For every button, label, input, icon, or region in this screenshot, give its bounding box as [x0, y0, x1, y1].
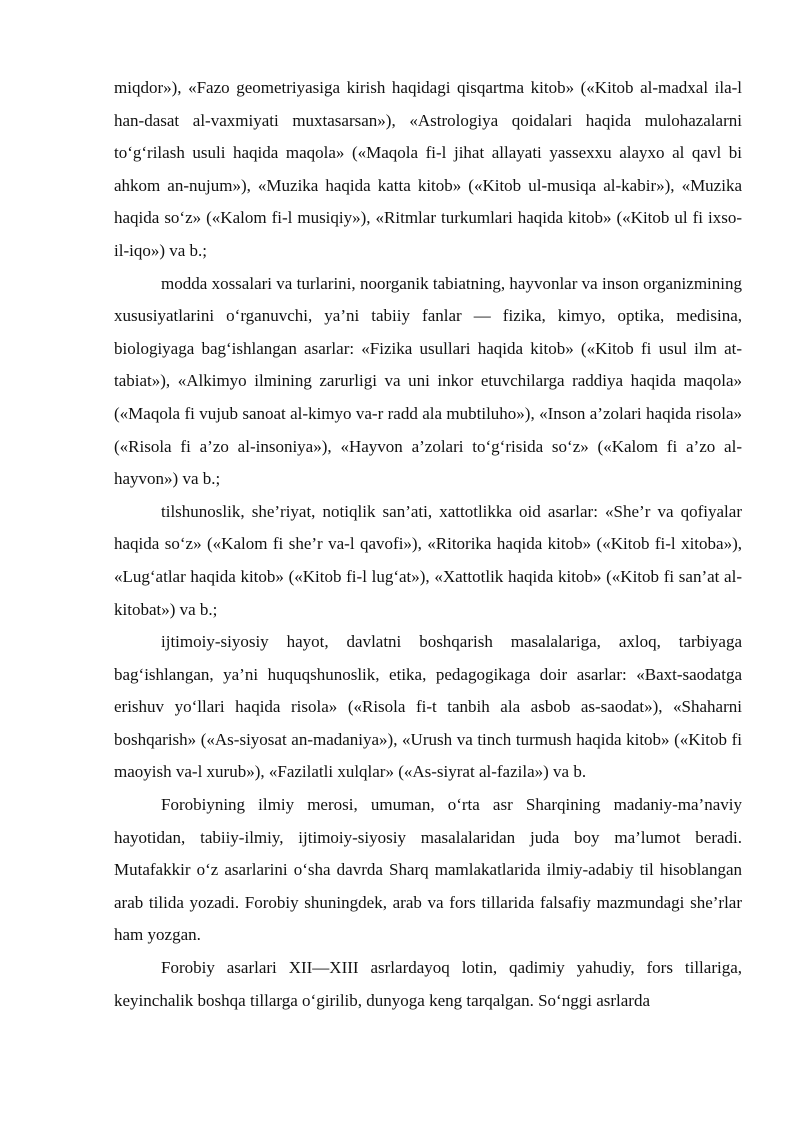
- paragraph-social-political: ijtimoiy-siyosiy hayot, davlatni boshqarish masalalariga, axloq, tarbiyaga bag‘ishlangan, ya’ni huquqshunoslik, etika, pedagogikaga doir asarlar: «Baxt-saodatga erishuv yo‘llari haqida risola» («Risola fi-t tanbih ala asbob as-saodat»), «Shaharni boshqarish» («As-siyosat an-madaniya»), «Urush va tinch turmush haqida kitob» («Kitob fi maoyish va-l xurub»), «Fazilatli xulqlar» («As-siyrat al-fazila») va b.: [114, 632, 742, 782]
- paragraph-linguistics: tilshunoslik, she’riyat, notiqlik san’ati, xattotlikka oid asarlar: «She’r va qofiyalar haqida so‘z» («Kalom fi she’r va-l qavofi»), «Ritorika haqida kitob» («Kitob fi-l xitoba»), «Lug‘atlar haqida kitob» («Kitob fi-l lug‘at»), «Xattotlik haqida kitob» («Kitob fi san’at al-kitobat») va b.;: [114, 501, 742, 619]
- document-page: [114, 72, 742, 1017]
- paragraph-natural-sciences: modda xossalari va turlarini, noorganik tabiatning, hayvonlar va inson organizmining xususiyatlarini o‘rganuvchi, ya’ni tabiiy fanlar — fizika, kimyo, optika, medisina, biologiyaga bag‘ishlangan asarlar: «Fizika usullari haqida kitob» («Kitob fi usul ilm at-tabiat»), «Alkimyo ilmining zarurligi va uni inkor etuvchilarga raddiya haqida maqola» («Maqola fi vujub sanoat al-kimyo va-r radd ala mubtiluho»), «Inson a’zolari haqida risola» («Risola fi a’zo al-insoniya»), «Hayvon a’zolari to‘g‘risida so‘z» («Kalom fi a’zo al-hayvon») va b.;: [114, 273, 742, 489]
- paragraph-scientific-heritage: Forobiyning ilmiy merosi, umuman, o‘rta asr Sharqining madaniy-ma’naviy hayotidan, tabiiy-ilmiy, ijtimoiy-siyosiy masalalaridan juda boy ma’lumot beradi. Mutafakkir o‘z asarlarini o‘sha davrda Sharq mamlakatlarida ilmiy-adabiy til hisoblangan arab tilida yozadi. Forobiy shuningdek, arab va fors tillarida falsafiy mazmundagi she’rlar ham yozgan.: [114, 795, 742, 945]
- paragraph-translations: Forobiy asarlari XII—XIII asrlardayoq lotin, qadimiy yahudiy, fors tillariga, keyinchalik boshqa tillarga o‘girilib, dunyoga keng tarqalgan. So‘nggi asrlarda: [114, 958, 742, 1010]
- paragraph-book-titles-continued: miqdor»), «Fazo geometriyasiga kirish haqidagi qisqartma kitob» («Kitob al-madxal ila-l han-dasat al-vaxmiyati muxtasarsan»), «Astrologiya qoidalari haqida mulohazalarni to‘g‘rilash usuli haqida maqola» («Maqola fi-l jihat allayati yassexxu alayxo al qavl bi ahkom an-nujum»), «Muzika haqida katta kitob» («Kitob ul-musiqa al-kabir»), «Muzika haqida so‘z» («Kalom fi-l musiqiy»), «Ritmlar turkumlari haqida kitob» («Kitob ul fi ixso-il-iqo») va b.;: [114, 78, 742, 260]
